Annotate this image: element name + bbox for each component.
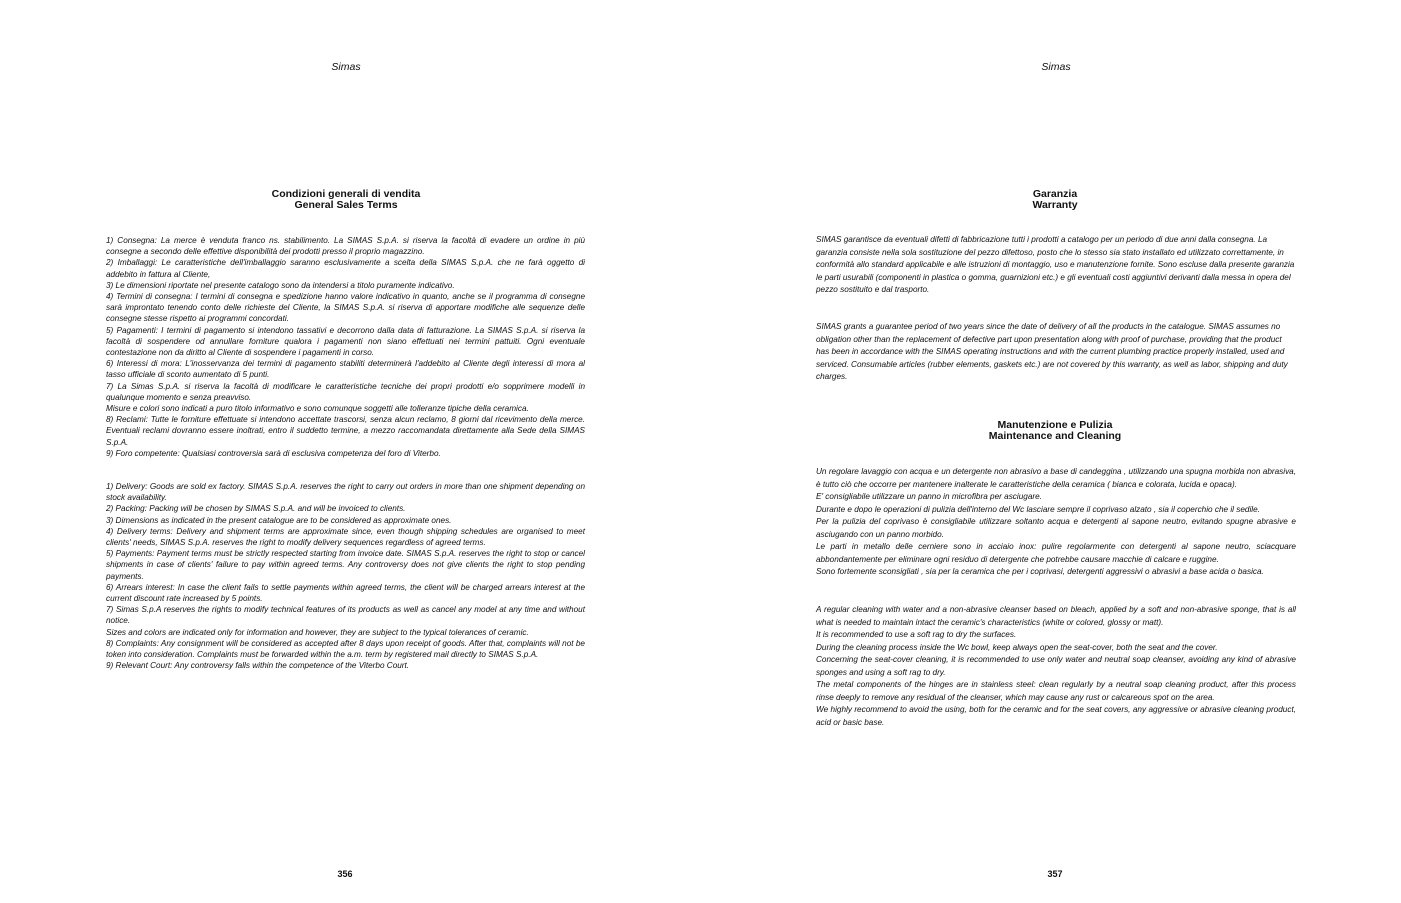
maintenance-item: E' consigliabile utilizzare un panno in microfibra per asciugare. xyxy=(816,492,1042,501)
running-head: Simas xyxy=(1041,61,1071,73)
term-item: 2) Packing: Packing will be chosen by SIMAS S.p.A. and will be invoiced to clients. xyxy=(106,504,406,514)
term-item: Sizes and colors are indicated only for information and however, they are subject to the typical tolerances of ceramic. xyxy=(106,627,529,637)
title-italian: Garanzia xyxy=(1032,188,1078,200)
maintenance-item: Per la pulizia del coprivaso è consigliabile utilizzare soltanto acqua e detergenti al sapone neutro, evitando spugne abrasive e asciugando con un panno morbido. xyxy=(816,517,1296,539)
maintenance-italian xyxy=(816,466,1296,579)
term-item: 5) Payments: Payment terms must be strictly respected starting from invoice date. SIMAS S.p.A. reserves the right to stop or cancel shipments in case of clients' failure to pay within agreed terms. Any controversy does not give clients the right to stop pending payments. xyxy=(106,549,585,581)
maintenance-item: Le parti in metallo delle cerniere sono in acciaio inox: pulire regolarmente con detergenti al sapone neutro, sciacquare abbondantemente per eliminare ogni residuo di detergente che potrebbe causare macchie di calcare e ruggine. xyxy=(816,542,1296,564)
term-item: 8) Complaints: Any consignment will be considered as accepted after 8 days upon receipt of goods. After that, complaints will not be token into consideration. Complaints must be forwarded within the a.m. term by registered mail directly to SIMAS S.p.A. xyxy=(106,638,585,660)
maintenance-item: Durante e dopo le operazioni di pulizia dell'interno del Wc lasciare sempre il coprivaso alzato , sia il coperchio che il sedile. xyxy=(816,504,1260,514)
title-english: Maintenance and Cleaning xyxy=(988,429,1122,442)
term-item: 2) Imballaggi: Le caratteristiche dell'imballaggio saranno esclusivamente a scelta della SIMAS S.p.A. che ne farà oggetto di addebito in fattura al Cliente, xyxy=(106,258,585,279)
warranty-paragraph: SIMAS garantisce da eventuali difetti di fabbricazione tutti i prodotti a catalogo per un periodo di due anni dalla consegna. La garanzia consiste nella sola sostituzione del pezzo difettoso, posto che lo stesso sia stato installato ed utilizzato correttamente, in conformità allo standard applicabile e alle istruzioni di montaggio, uso e manutenzione fornite. Sono escluse dalla presente garanzia le parti usurabili (componenti in plastica o gomma, guarnizioni etc.) e gli eventuali costi aggiuntivi derivanti dalla messa in opera del pezzo sostituito e dal trasporto. xyxy=(816,235,1295,295)
warranty-paragraph: SIMAS grants a guarantee period of two years since the date of delivery of all the products in the catalogue. SIMAS assumes no obligation other than the replacement of defective part upon presentation along with proof of purchase, providing that the product has been in accordance with the SIMAS operating instructions and with the current plumbing practice properly installed, used and serviced. Consumable articles (rubber elements, gaskets etc.) are not covered by this warranty, as well as labor, shipping and duty charges. xyxy=(816,322,1288,382)
terms-english xyxy=(106,481,585,671)
terms-italian xyxy=(106,235,585,459)
warranty-italian xyxy=(816,234,1296,297)
term-item: 1) Consegna: La merce è venduta franco ns. stabilimento. La SIMAS S.p.A. si riserva la facoltà di evadere un ordine in più consegne a secondo delle effettive disponibilità dei prodotti presso il proprio magazzino. xyxy=(106,236,585,257)
sales-terms-title xyxy=(166,189,526,210)
term-item: 6) Arrears interest: In case the client fails to settle payments within agreed terms, the client will be charged arrears interest at the current discount rate increased by 5 points. xyxy=(106,582,585,604)
term-item: 4) Termini di consegna: I termini di consegna e spedizione hanno valore indicativo in quanto, anche se il programma di consegne sarà improntato tenendo conto delle richieste del Cliente, la SIMAS S.p.A. si riserva di apportare modifiche alle sequenze delle consegne stesse rispetto ai programmi concordati. xyxy=(106,292,585,324)
term-item: 8) Reclami: Tutte le forniture effettuate si intendono accettate trascorsi, senza alcun reclamo, 8 giorni dal ricevimento della merce. Eventuali reclami dovranno essere inoltrati, entro il suddetto termine, a mezzo raccomandata direttamente alla Sede della SIMAS S.p.A. xyxy=(106,415,585,447)
maintenance-item: The metal components of the hinges are in stainless steel: clean regularly by a neutral soap cleaning product, after this process rinse deeply to remove any residual of the cleanser, which may cause any rust or calcareous spot on the area. xyxy=(816,680,1296,702)
term-item: 9) Foro competente: Qualsiasi controversia sarà di esclusiva competenza del foro di Viterbo. xyxy=(106,448,441,458)
maintenance-item: Sono fortemente sconsigliati , sia per la ceramica che per i coprivasi, detergenti aggressivi o abrasivi a base acida o basica. xyxy=(816,567,1264,576)
term-item: 9) Relevant Court: Any controversy falls within the competence of the Viterbo Court. xyxy=(106,661,410,671)
maintenance-item: It is recommended to use a soft rag to dry the surfaces. xyxy=(816,630,1017,639)
maintenance-item: A regular cleaning with water and a non-abrasive cleanser based on bleach, applied by a soft and non-abrasive sponge, that is all what is needed to maintain intact the ceramic's characteristics (white or colored, glossy or matt). xyxy=(816,605,1296,627)
term-item: 4) Delivery terms: Delivery and shipment terms are approximate since, even though shipping schedules are organised to meet clients' needs, SIMAS S.p.A. reserves the right to modify delivery sequences regardless of agreed terms. xyxy=(106,526,585,548)
maintenance-item: Un regolare lavaggio con acqua e un detergente non abrasivo a base di candeggina , utilizzando una spugna morbida non abrasiva, è tutto ciò che occorre per mantenere inalterate le caratteristiche della ceramica ( bianca e colorata, lucida e opaca). xyxy=(816,467,1296,489)
maintenance-item: Concerning the seat-cover cleaning, it is recommended to use only water and neutral soap cleanser, avoiding any kind of abrasive sponges and using a soft rag to dry. xyxy=(816,655,1296,677)
title-italian: Manutenzione e Pulizia xyxy=(997,419,1113,431)
title-english: Warranty xyxy=(1032,198,1078,211)
warranty-english xyxy=(816,321,1296,384)
term-item: 3) Le dimensioni riportate nel presente catalogo sono da intendersi a titolo puramente indicativo. xyxy=(106,280,455,290)
warranty-title xyxy=(875,189,1235,210)
page-number: 356 xyxy=(337,869,353,879)
title-italian: Condizioni generali di vendita xyxy=(271,188,421,200)
right-page xyxy=(700,0,1401,903)
running-head: Simas xyxy=(331,61,361,73)
maintenance-english xyxy=(816,604,1296,729)
term-item: 1) Delivery: Goods are sold ex factory. SIMAS S.p.A. reserves the right to carry out orders in more than one shipment depending on stock availability. xyxy=(106,482,585,503)
term-item: Misure e colori sono indicati a puro titolo informativo e sono comunque soggetti alle tolleranze tipiche della ceramica. xyxy=(106,404,529,414)
maintenance-title xyxy=(875,420,1235,441)
maintenance-item: During the cleaning process inside the Wc bowl, keep always open the seat-cover, both the seat and the cover. xyxy=(816,642,1218,652)
term-item: 7) La Simas S.p.A. si riserva la facoltà di modificare le caratteristiche tecniche dei propri prodotti e/o sopprimere modelli in qualunque momento e senza preavviso. xyxy=(106,381,585,402)
left-page xyxy=(0,0,700,903)
term-item: 3) Dimensions as indicated in the present catalogue are to be considered as approximate ones. xyxy=(106,515,452,525)
term-item: 5) Pagamenti: I termini di pagamento si intendono tassativi e decorrono dalla data di fatturazione. La SIMAS S.p.A. si riserva la facoltà di sospendere od annullare forniture qualora i pagamenti non siano effettuati nei termini pattuiti. Ogni eventuale contestazione non da diritto al Cliente di sospendere i pagamenti in corso. xyxy=(106,325,585,358)
term-item: 7) Simas S.p.A reserves the rights to modify technical features of its products as well as cancel any model at any time and without notice. xyxy=(106,605,585,626)
maintenance-item: We highly recommend to avoid the using, both for the ceramic and for the seat covers, any aggressive or abrasive cleaning product, acid or basic base. xyxy=(816,705,1296,727)
title-english: General Sales Terms xyxy=(294,198,398,211)
term-item: 6) Interessi di mora: L'inosservanza dei termini di pagamento stabiliti determinerà l'addebito al Cliente degli interessi di mora al tasso ufficiale di sconto aumentato di 5 punti. xyxy=(106,359,585,380)
page-number: 357 xyxy=(1047,869,1063,879)
